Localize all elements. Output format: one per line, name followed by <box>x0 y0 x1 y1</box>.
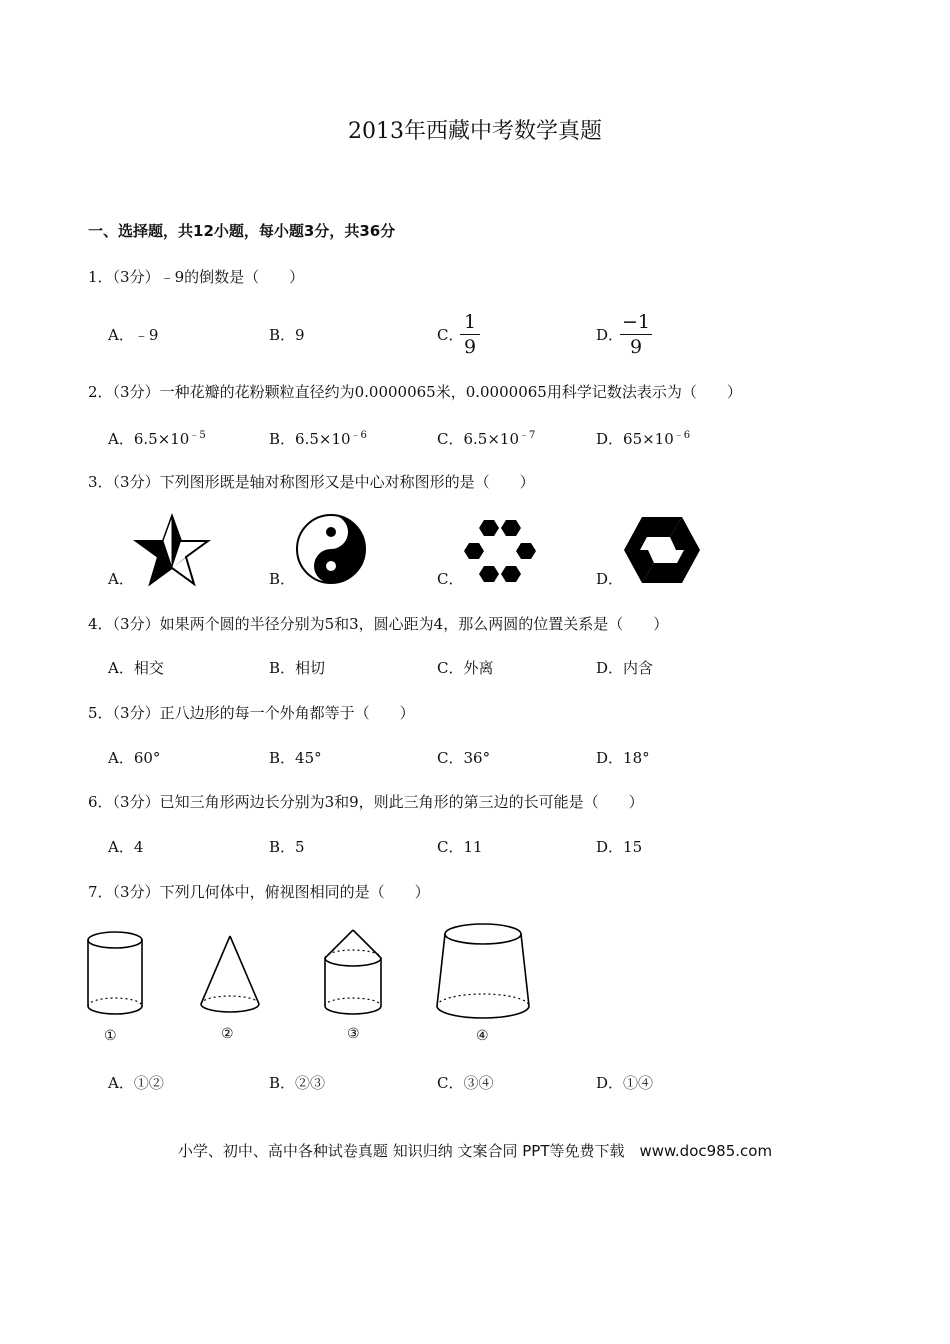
q6-option-d: D．15 <box>596 838 643 856</box>
q5-option-c: C．36° <box>437 749 491 767</box>
figure-label-2: ② <box>221 1026 234 1042</box>
fraction-bar <box>460 334 480 335</box>
fraction-denominator: 9 <box>629 336 643 358</box>
star-icon <box>134 514 210 586</box>
cone-cylinder-icon <box>322 928 384 1020</box>
q3-option-a: A． <box>108 570 134 588</box>
q5-option-b: B．45° <box>269 749 322 767</box>
q4-option-c: C．外离 <box>437 659 494 677</box>
q6-option-a: A．4 <box>108 838 144 856</box>
q2-option-c <box>437 426 535 449</box>
q1-option-b: B．9 <box>269 326 305 344</box>
q2-b-base: B．6.5×10 <box>269 430 351 448</box>
figure-label-4: ④ <box>476 1028 489 1044</box>
fraction-denominator: 9 <box>463 336 477 358</box>
q7-option-d: D．①④ <box>596 1074 654 1092</box>
q2-option-b <box>269 426 367 449</box>
q1-option-a: A．﹣9 <box>108 326 159 344</box>
q2-a-exponent: ﹣5 <box>189 430 206 441</box>
question-1-stem: 1．（3分）﹣9的倒数是（ ） <box>88 268 305 286</box>
figure-label-3: ③ <box>347 1026 360 1042</box>
question-7-stem: 7．（3分）下列几何体中，俯视图相同的是（ ） <box>88 883 430 901</box>
q6-option-b: B．5 <box>269 838 305 856</box>
q3-option-b: B． <box>269 570 296 588</box>
section-heading: 一、选择题，共12小题，每小题3分，共36分 <box>88 222 396 240</box>
q1-option-d-prefix: D． <box>596 326 624 344</box>
q3-option-c: C． <box>437 570 464 588</box>
q2-b-exponent: ﹣6 <box>350 430 367 441</box>
q1-option-d-fraction <box>620 311 652 358</box>
page-title: 2013年西藏中考数学真题 <box>348 119 602 144</box>
q1-option-c-prefix: C． <box>437 326 464 344</box>
q7-option-a: A．①② <box>108 1074 164 1092</box>
q2-a-base: A．6.5×10 <box>108 430 190 448</box>
q7-option-b: B．②③ <box>269 1074 326 1092</box>
question-4-stem: 4．（3分）如果两个圆的半径分别为5和3，圆心距为4，那么两圆的位置关系是（ ） <box>88 615 669 633</box>
shutter-icon <box>622 515 702 585</box>
question-2-stem: 2．（3分）一种花瓣的花粉颗粒直径约为0.0000065米，0.0000065用科学记数法表示为（ ） <box>88 383 742 401</box>
fraction-bar <box>620 334 652 335</box>
q2-d-base: D．65×10 <box>596 430 674 448</box>
frustum-icon <box>434 922 532 1022</box>
fraction-numerator: −1 <box>621 311 650 333</box>
q1-option-c-fraction <box>460 311 480 358</box>
question-6-stem: 6．（3分）已知三角形两边长分别为3和9，则此三角形的第三边的长可能是（ ） <box>88 793 644 811</box>
footer-text: 小学、初中、高中各种试卷真题 知识归纳 文案合同 PPT等免费下载 www.doc985.com <box>177 1142 773 1160</box>
cylinder-icon <box>86 930 146 1018</box>
q4-option-a: A．相交 <box>108 659 164 677</box>
q5-option-d: D．18° <box>596 749 650 767</box>
hexagon-ring-icon <box>462 518 538 584</box>
q2-option-a <box>108 426 206 449</box>
cone-icon <box>198 934 262 1018</box>
q4-option-d: D．内含 <box>596 659 654 677</box>
q2-c-exponent: ﹣7 <box>519 430 536 441</box>
q3-option-d: D． <box>596 570 624 588</box>
q4-option-b: B．相切 <box>269 659 326 677</box>
q2-c-base: C．6.5×10 <box>437 430 519 448</box>
q7-option-c: C．③④ <box>437 1074 494 1092</box>
q2-option-d <box>596 426 690 449</box>
question-5-stem: 5．（3分）正八边形的每一个外角都等于（ ） <box>88 704 415 722</box>
q5-option-a: A．60° <box>108 749 161 767</box>
question-3-stem: 3．（3分）下列图形既是轴对称图形又是中心对称图形的是（ ） <box>88 473 535 491</box>
fraction-numerator: 1 <box>463 311 477 333</box>
figure-label-1: ① <box>104 1028 117 1044</box>
q6-option-c: C．11 <box>437 838 483 856</box>
q2-d-exponent: ﹣6 <box>673 430 691 441</box>
yin-yang-icon <box>295 513 367 585</box>
